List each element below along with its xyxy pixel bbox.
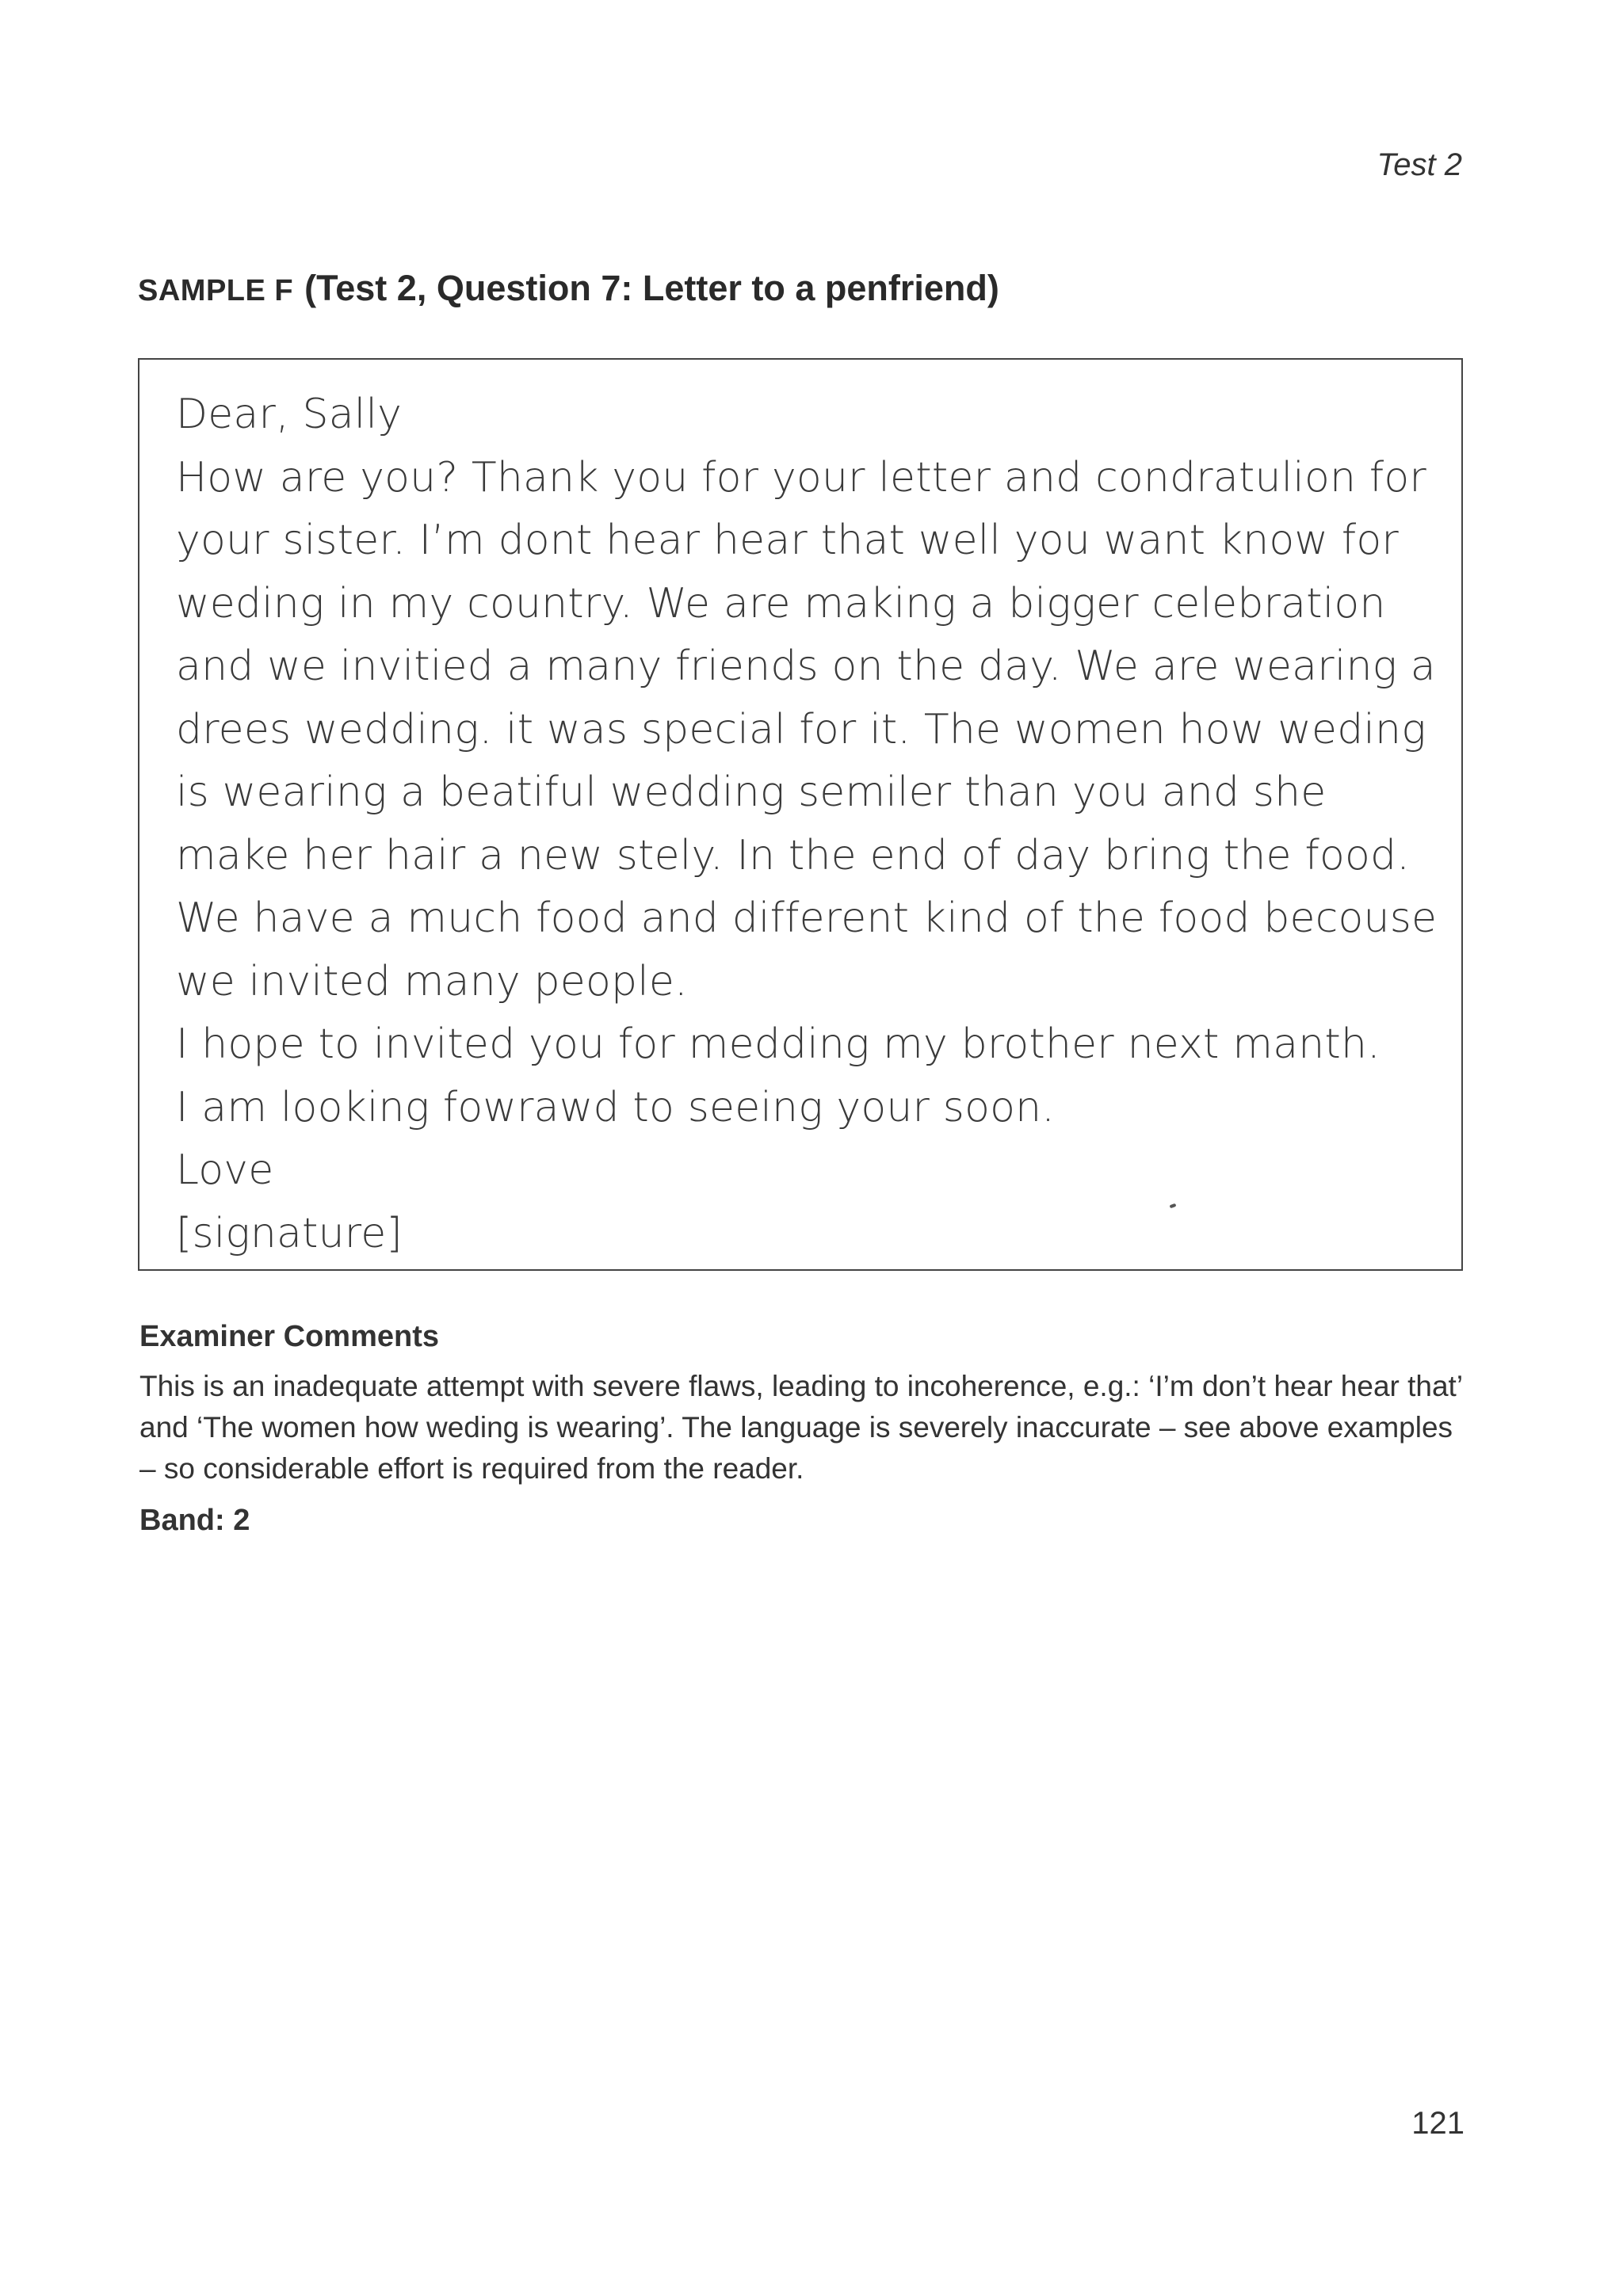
band-score: Band: 2	[139, 1504, 250, 1537]
letter-line: drees wedding. it was special for it. The women how weding	[176, 705, 1426, 753]
letter-box	[138, 358, 1463, 1271]
page-number: 121	[1411, 2106, 1465, 2141]
letter-line: How are you? Thank you for your letter and condratulion for	[176, 453, 1426, 502]
sample-heading	[138, 268, 999, 309]
sample-label: SAMPLE F	[138, 274, 294, 307]
letter-line: weding in my country. We are making a bigger celebration	[176, 579, 1386, 627]
letter-line: we invited many people.	[176, 957, 688, 1005]
letter-line: and we invitied a many friends on the day. We are wearing a	[176, 643, 1436, 690]
letter-line: We have a much food and different kind of the food becouse	[176, 894, 1438, 942]
letter-line: make her hair a new stely. In the end of day bring the food.	[176, 831, 1410, 879]
letter-closing: Love	[176, 1146, 274, 1194]
running-head: Test 2	[1377, 147, 1462, 182]
letter-line: I hope to invited you for medding my brother next manth.	[176, 1020, 1381, 1068]
letter-line: is wearing a beatiful wedding semiler than you and she	[176, 769, 1327, 816]
letter-signature: [signature]	[176, 1209, 403, 1257]
letter-line: your sister. I’m dont hear hear that well you want know for	[176, 517, 1399, 564]
examiner-comments-heading: Examiner Comments	[139, 1320, 440, 1353]
examiner-comments-body: This is an inadequate attempt with severe flaws, leading to incoherence, e.g.: ‘I’m don’t hear hear that’ and ‘The women how weding is wearing’. The language is severely inaccurate – see above examples – so considerable effort is required from the reader.	[139, 1370, 1462, 1485]
letter-line: I am looking fowrawd to seeing your soon.	[176, 1083, 1056, 1131]
letter-salutation: Dear, Sally	[176, 391, 403, 438]
sample-title: (Test 2, Question 7: Letter to a penfriend)	[304, 268, 999, 308]
